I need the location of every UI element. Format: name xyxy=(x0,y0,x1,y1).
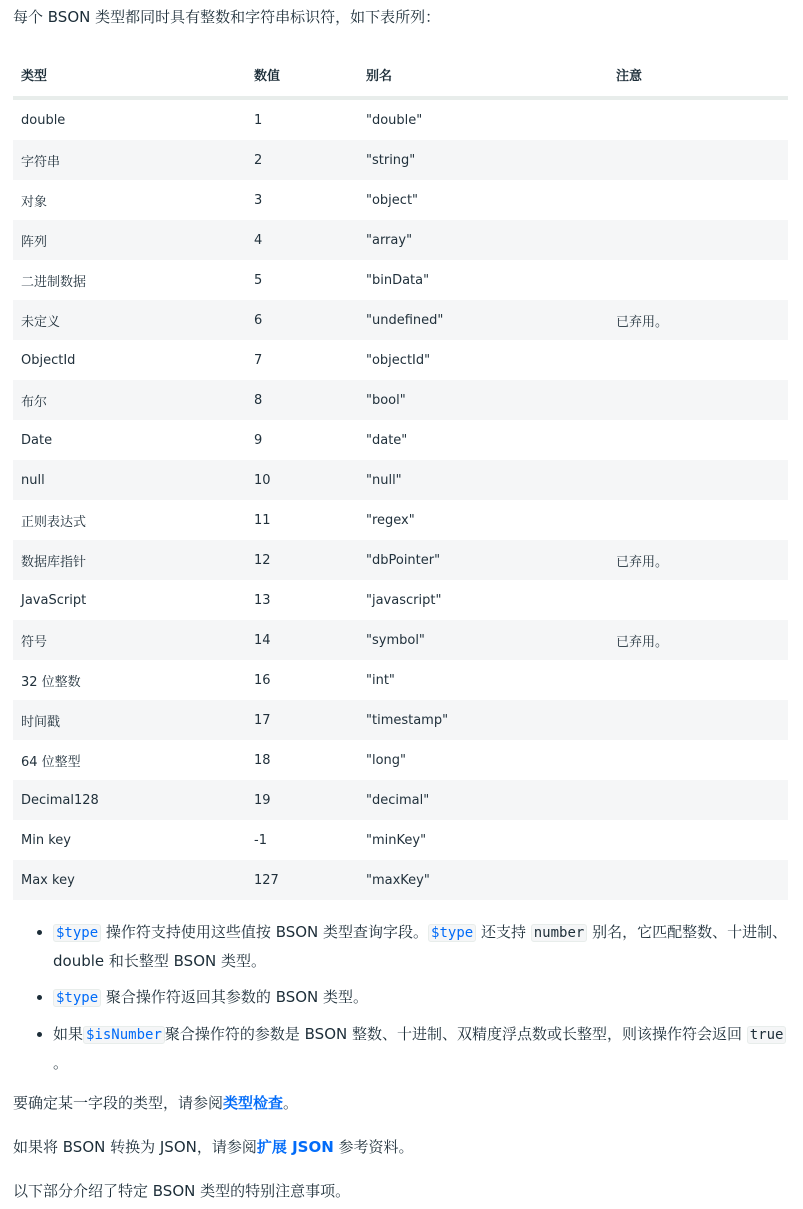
cell-alias: "double" xyxy=(366,112,423,128)
cell-type: 数据库指针 xyxy=(13,540,246,580)
cell-type: 时间戳 xyxy=(13,700,246,740)
cell-number: 2 xyxy=(246,140,358,180)
cell-number: 8 xyxy=(246,380,358,420)
cell-alias: "maxKey" xyxy=(358,860,608,900)
cell-number: 18 xyxy=(254,752,271,768)
cell-type: 64 位整型 xyxy=(21,754,81,770)
cell-notes xyxy=(608,340,788,380)
table-row xyxy=(13,420,788,460)
isnumber-link[interactable]: $isNumber xyxy=(83,1026,165,1044)
list-item xyxy=(53,918,788,975)
cell-number: 12 xyxy=(246,540,358,580)
cell-number: 17 xyxy=(246,700,358,740)
table-row xyxy=(13,340,788,380)
cell-number: 19 xyxy=(246,780,358,820)
cell-number: 10 xyxy=(246,460,358,500)
table-row xyxy=(13,220,788,260)
para-text: 如果将 BSON 转换为 JSON，请参阅 xyxy=(13,1138,257,1156)
cell-alias: "bool" xyxy=(358,380,608,420)
table-row xyxy=(13,140,788,180)
cell-alias: "minKey" xyxy=(366,832,427,848)
cell-type: 布尔 xyxy=(13,380,246,420)
cell-alias: "string" xyxy=(358,140,608,180)
type-check-link[interactable]: 类型检查 xyxy=(223,1094,284,1112)
cell-type: Max key xyxy=(13,860,246,900)
cell-type: Min key xyxy=(21,832,71,848)
table-row xyxy=(13,500,788,540)
cell-alias: "dbPointer" xyxy=(358,540,608,580)
cell-type: 字符串 xyxy=(13,140,246,180)
type-operator-link[interactable]: $type xyxy=(428,924,476,942)
cell-notes: 已弃用。 xyxy=(608,620,788,660)
table-row xyxy=(13,380,788,420)
table-row xyxy=(13,300,788,340)
cell-notes xyxy=(608,660,788,700)
cell-alias: "decimal" xyxy=(358,780,608,820)
cell-number: 5 xyxy=(254,272,263,288)
cell-type: 未定义 xyxy=(13,300,246,340)
table-row xyxy=(13,540,788,580)
cell-notes xyxy=(608,460,788,500)
cell-number: 3 xyxy=(254,192,263,208)
cell-notes xyxy=(608,580,788,620)
cell-type: JavaScript xyxy=(21,592,87,608)
list-item xyxy=(53,1020,788,1077)
bullet-text: 如果 xyxy=(53,1025,84,1043)
list-item xyxy=(53,983,788,1012)
cell-alias: "int" xyxy=(366,672,395,688)
section-intro-paragraph: 以下部分介绍了特定 BSON 类型的特别注意事项。 xyxy=(13,1182,351,1200)
cell-alias: "undefined" xyxy=(358,300,608,340)
cell-alias: "objectId" xyxy=(366,352,431,368)
table-row xyxy=(13,620,788,660)
cell-number: 1 xyxy=(254,112,263,128)
table-body xyxy=(13,98,788,900)
cell-number: 9 xyxy=(254,432,263,448)
cell-type: ObjectId xyxy=(21,352,76,368)
bullet-text: 聚合操作符返回其参数的 BSON 类型。 xyxy=(101,988,369,1006)
cell-number: 127 xyxy=(246,860,358,900)
cell-number: 11 xyxy=(254,512,271,528)
cell-alias: "binData" xyxy=(366,272,430,288)
extended-json-link[interactable]: 扩展 JSON xyxy=(256,1138,334,1156)
cell-type: 正则表达式 xyxy=(21,514,87,530)
json-paragraph xyxy=(13,1135,414,1159)
cell-alias: "null" xyxy=(358,460,608,500)
bullet-text: 。 xyxy=(53,1054,69,1072)
type-operator-link[interactable]: $type xyxy=(53,924,101,942)
cell-number: 16 xyxy=(254,672,271,688)
para-text: 要确定某一字段的类型，请参阅 xyxy=(13,1094,224,1112)
table-row xyxy=(13,580,788,620)
para-text: 。 xyxy=(283,1094,299,1112)
bullet-list xyxy=(13,918,788,1085)
bullet-text: 别名，它匹配整数、十进制、double 和长整型 BSON 类型。 xyxy=(53,923,788,970)
cell-type: 二进制数据 xyxy=(21,274,87,290)
cell-notes xyxy=(608,220,788,260)
header-alias: 别名 xyxy=(358,52,608,98)
table-row xyxy=(13,820,788,860)
bullet-text: 还支持 xyxy=(476,923,531,941)
header-notes: 注意 xyxy=(608,52,788,98)
cell-alias: "symbol" xyxy=(358,620,608,660)
header-type: 类型 xyxy=(13,52,246,98)
cell-notes xyxy=(608,820,788,860)
cell-notes xyxy=(608,380,788,420)
para-text: 参考资料。 xyxy=(333,1138,414,1156)
header-number: 数值 xyxy=(246,52,358,98)
bullet-text: 操作符支持使用这些值按 BSON 类型查询字段。 xyxy=(101,923,429,941)
table-row xyxy=(13,98,788,140)
cell-notes xyxy=(608,500,788,540)
table-row xyxy=(13,740,788,780)
cell-notes xyxy=(608,420,788,460)
number-code: number xyxy=(531,924,588,942)
cell-notes xyxy=(608,780,788,820)
cell-type: Date xyxy=(21,432,53,448)
table-row xyxy=(13,780,788,820)
cell-type: 符号 xyxy=(13,620,246,660)
true-code: true xyxy=(747,1026,787,1044)
table-row xyxy=(13,260,788,300)
cell-type: Decimal128 xyxy=(13,780,246,820)
bullet-text: 聚合操作符的参数是 BSON 整数、十进制、双精度浮点数或长整型，则该操作符会返回 xyxy=(164,1025,747,1043)
cell-number: 14 xyxy=(246,620,358,660)
cell-notes xyxy=(608,860,788,900)
intro-text: 每个 BSON 类型都同时具有整数和字符串标识符，如下表所列： xyxy=(13,8,441,26)
cell-notes: 已弃用。 xyxy=(608,540,788,580)
cell-type: null xyxy=(13,460,246,500)
cell-alias: "regex" xyxy=(366,512,415,528)
type-aggregation-link[interactable]: $type xyxy=(53,989,101,1007)
cell-number: 4 xyxy=(246,220,358,260)
cell-number: -1 xyxy=(254,832,267,848)
cell-number: 7 xyxy=(254,352,263,368)
cell-notes: 已弃用。 xyxy=(608,300,788,340)
cell-alias: "javascript" xyxy=(366,592,442,608)
table-header-row xyxy=(13,52,788,98)
cell-notes xyxy=(608,98,788,140)
cell-notes xyxy=(608,260,788,300)
cell-alias: "array" xyxy=(358,220,608,260)
cell-number: 13 xyxy=(254,592,271,608)
type-check-paragraph xyxy=(13,1091,298,1115)
cell-alias: "timestamp" xyxy=(358,700,608,740)
cell-notes xyxy=(608,180,788,220)
cell-type: 32 位整数 xyxy=(21,674,81,690)
cell-type: double xyxy=(21,112,66,128)
cell-alias: "date" xyxy=(366,432,408,448)
table-row xyxy=(13,180,788,220)
cell-number: 6 xyxy=(246,300,358,340)
cell-alias: "long" xyxy=(366,752,407,768)
table-row xyxy=(13,860,788,900)
cell-notes xyxy=(608,700,788,740)
bson-types-table xyxy=(13,52,788,900)
table-row xyxy=(13,700,788,740)
cell-type: 阵列 xyxy=(13,220,246,260)
table-row xyxy=(13,460,788,500)
cell-notes xyxy=(608,140,788,180)
table-row xyxy=(13,660,788,700)
cell-alias: "object" xyxy=(366,192,419,208)
cell-type: 对象 xyxy=(21,194,48,210)
cell-notes xyxy=(608,740,788,780)
